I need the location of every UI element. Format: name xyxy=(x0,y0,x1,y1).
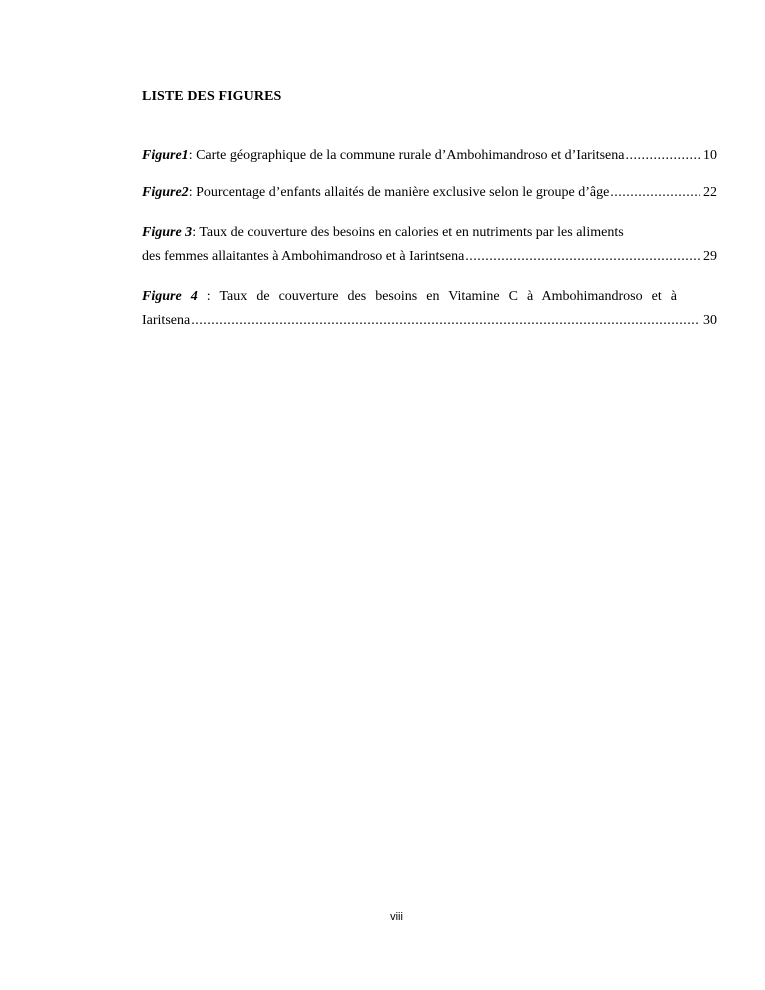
figure-list-entry xyxy=(142,285,717,333)
page-number: viii xyxy=(390,911,403,923)
entry-line xyxy=(142,245,717,269)
dot-leader xyxy=(191,309,700,333)
figure-caption: : Pourcentage d’enfants allaités de manière exclusive selon le groupe d’âge xyxy=(188,185,610,200)
figure-caption-continuation: des femmes allaitantes à Ambohimandroso et à Iarintsena xyxy=(142,249,465,264)
dot-leader xyxy=(465,245,700,269)
entry-line xyxy=(142,285,677,309)
page-title: LISTE DES FIGURES xyxy=(142,89,282,104)
figure-list-entry xyxy=(142,181,717,205)
figure-page-number: 10 xyxy=(703,148,717,163)
dot-leader xyxy=(610,181,700,205)
entry-line xyxy=(142,144,717,168)
figure-page-number: 30 xyxy=(703,313,717,328)
figure-label: Figure 3 xyxy=(142,225,193,240)
figure-caption-continuation: Iaritsena xyxy=(142,313,191,328)
figure-list-entry xyxy=(142,221,717,269)
figure-caption: : Taux de couverture des besoins en calories et en nutriments par les aliments xyxy=(192,225,624,240)
entry-line xyxy=(142,221,677,245)
dot-leader xyxy=(625,144,700,168)
figure-page-number: 22 xyxy=(703,185,717,200)
figure-label: Figure 4 xyxy=(142,289,198,304)
entry-line xyxy=(142,181,717,205)
figure-label: Figure1 xyxy=(142,148,189,163)
figure-list-entry xyxy=(142,144,717,168)
entry-line xyxy=(142,309,717,333)
figure-caption: : Carte géographique de la commune rurale d’Ambohimandroso et d’Iaritsena xyxy=(188,148,625,163)
figure-page-number: 29 xyxy=(703,249,717,264)
figure-label: Figure2 xyxy=(142,185,189,200)
figure-caption: : Taux de couverture des besoins en Vitamine C à Ambohimandroso et à xyxy=(197,289,677,304)
